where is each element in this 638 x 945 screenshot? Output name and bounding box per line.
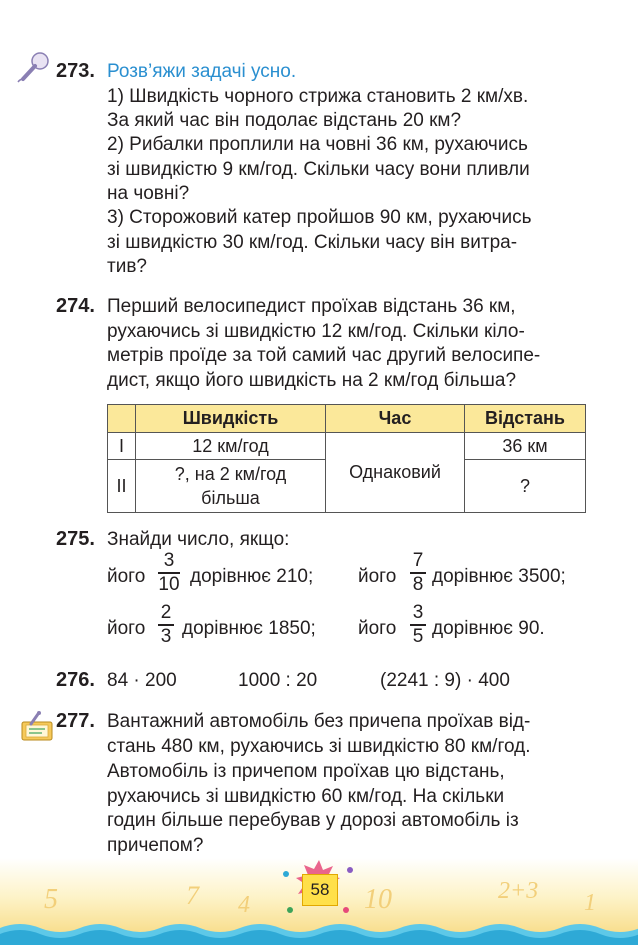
task-275-number: 275. (56, 528, 95, 550)
table-header-empty (108, 405, 136, 433)
task-273-line: тив? (107, 256, 147, 277)
fraction-denominator: 3 (160, 625, 172, 647)
decor-digit: 7 (186, 881, 199, 910)
row-2-speed-line2: більша (201, 488, 260, 508)
decor-digit: 4 (238, 892, 250, 918)
fraction-item-suffix: дорівнює 210; (190, 566, 314, 587)
table-header-speed: Швидкість (136, 405, 326, 433)
row-2-speed-line1: ?, на 2 км/год (174, 464, 287, 484)
task-274-line: метрів проїде за той самий час другий велосипе- (107, 345, 541, 366)
table-header-distance: Відстань (465, 405, 586, 433)
fraction-item-prefix: його (107, 618, 146, 639)
task-275-intro: Знайди число, якщо: (107, 529, 290, 550)
task-273-heading: Розв’яжи задачі усно. (107, 61, 297, 82)
task-277-line: годин більше перебував у дорозі автомобіль із (107, 810, 519, 831)
fraction-numerator: 7 (412, 550, 424, 571)
task-273-line: зі швидкістю 30 км/год. Скільки часу він витра- (107, 232, 518, 253)
fraction-denominator: 5 (412, 625, 424, 647)
fraction-numerator: 3 (163, 550, 175, 571)
task-274-line: Перший велосипедист проїхав відстань 36 км, (107, 296, 516, 317)
task-273-line: 2) Рибалки проплили на човні 36 км, рухаючись (107, 134, 528, 155)
fraction-numerator: 3 (412, 602, 424, 623)
fraction-numerator: 2 (160, 602, 172, 623)
row-1-speed: 12 км/год (136, 433, 326, 460)
task-274-line: дист, якщо його швидкість на 2 км/год більша? (107, 370, 517, 391)
motion-table (107, 404, 586, 513)
task-273-line: зі швидкістю 9 км/год. Скільки часу вони пливли (107, 159, 530, 180)
decor-digit: 2+3 (498, 878, 539, 904)
microphone-icon (16, 50, 52, 86)
row-2-label: II (108, 460, 136, 513)
fraction-denominator: 8 (412, 573, 424, 595)
expression: (2241 : 9) · 400 (380, 670, 510, 691)
task-277-line: Вантажний автомобіль без причепа проїхав від- (107, 711, 531, 732)
task-273-line: 3) Сторожовий катер пройшов 90 км, рухаючись (107, 207, 532, 228)
fraction-item-suffix: дорівнює 3500; (432, 566, 566, 587)
fraction-item-prefix: його (358, 566, 397, 587)
task-273-line: За який час він подолає відстань 20 км? (107, 110, 462, 131)
page-number: 58 (302, 874, 338, 906)
fraction-item-prefix: його (107, 566, 146, 587)
task-277-line: стань 480 км, рухаючись зі швидкістю 80 км/год. (107, 736, 531, 757)
expression: 1000 : 20 (238, 670, 318, 691)
row-1-distance: 36 км (465, 433, 586, 460)
task-274-number: 274. (56, 295, 95, 317)
task-273-line: 1) Швидкість чорного стрижа становить 2 км/хв. (107, 86, 529, 107)
decor-digit: 10 (364, 884, 392, 915)
task-277-line: причепом? (107, 835, 204, 856)
task-276-number: 276. (56, 669, 95, 691)
row-2-distance: ? (465, 460, 586, 513)
expression: 84 · 200 (107, 670, 177, 691)
decor-digit: 5 (44, 884, 58, 915)
fraction (158, 550, 180, 596)
fraction-item-suffix: дорівнює 1850; (182, 618, 316, 639)
shared-time-cell: Однаковий (326, 433, 465, 513)
task-274-line: рухаючись зі швидкістю 12 км/год. Скільки кіло- (107, 321, 525, 342)
task-277-line: рухаючись зі швидкістю 60 км/год. На скільки (107, 786, 505, 807)
fraction (410, 602, 426, 648)
fraction (410, 550, 426, 596)
task-273-line: на човні? (107, 183, 190, 204)
row-2-speed (136, 460, 326, 513)
task-277-line: Автомобіль із причепом проїхав цю відстань, (107, 761, 505, 782)
fraction-denominator: 10 (158, 573, 180, 595)
decor-digit: 1 (584, 890, 596, 916)
fraction-item-suffix: дорівнює 90. (432, 618, 545, 639)
table-header-time: Час (326, 405, 465, 433)
fraction-item-prefix: його (358, 618, 397, 639)
fraction (158, 602, 174, 648)
task-273-number: 273. (56, 60, 95, 82)
task-277-number: 277. (56, 710, 95, 732)
row-1-label: I (108, 433, 136, 460)
notebook-pencil-icon (18, 710, 56, 744)
